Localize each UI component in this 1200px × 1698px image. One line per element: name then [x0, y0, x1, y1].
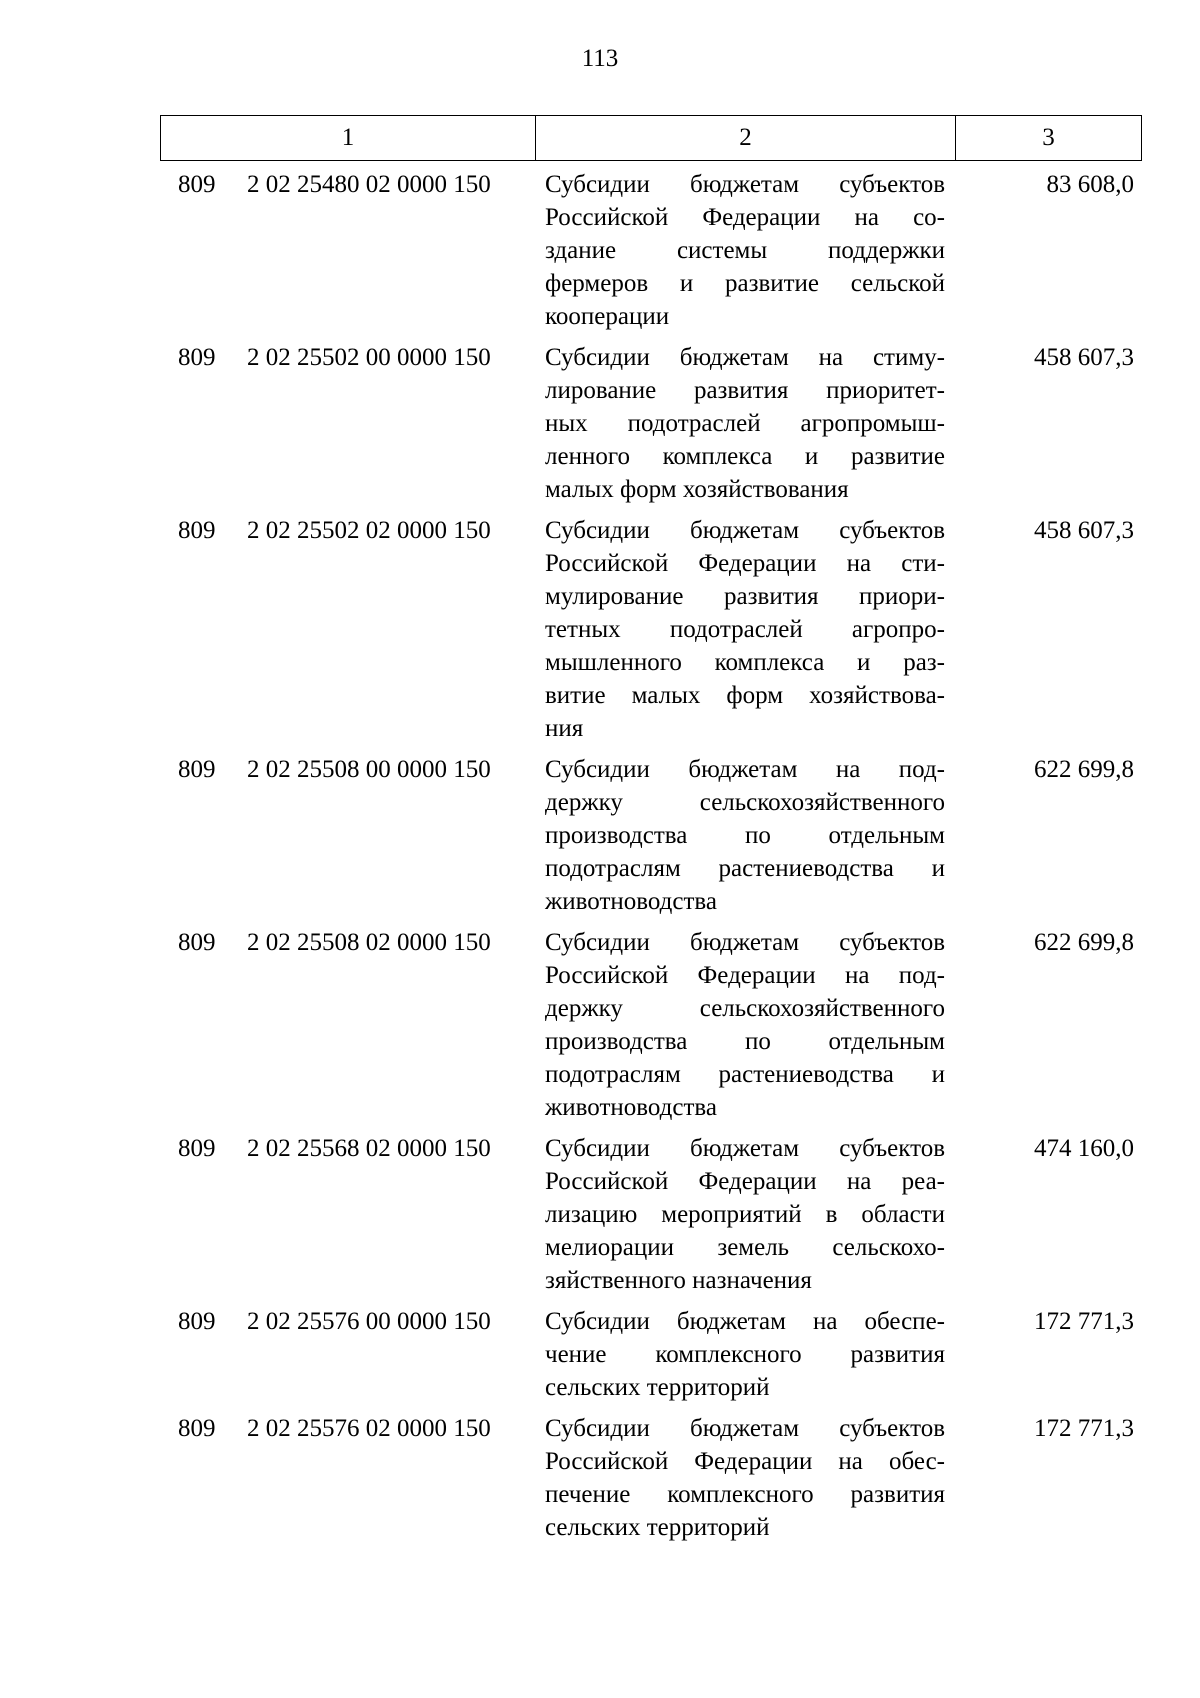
table-row — [0, 168, 1200, 333]
description-line: Субсидии бюджетам субъектов — [545, 1135, 945, 1162]
description-line: мышленного комплекса и раз- — [545, 649, 945, 676]
header-col-3: 3 — [1042, 124, 1055, 151]
description-line: Субсидии бюджетам на под- — [545, 756, 945, 783]
description-line: ленного комплекса и развитие — [545, 443, 945, 470]
budget-code: 2 02 25502 00 0000 150 — [247, 344, 491, 371]
description-line: сельских территорий — [545, 1514, 770, 1541]
description-line: Российской Федерации на сти- — [545, 550, 945, 577]
budget-code: 2 02 25502 02 0000 150 — [247, 517, 491, 544]
admin-code: 809 — [178, 929, 216, 956]
admin-code: 809 — [178, 1308, 216, 1335]
description-line: зяйственного назначения — [545, 1267, 812, 1294]
description-line: Субсидии бюджетам субъектов — [545, 929, 945, 956]
description-line: Субсидии бюджетам субъектов — [545, 171, 945, 198]
description-line: витие малых форм хозяйствова- — [545, 682, 945, 709]
table-row — [0, 1305, 1200, 1404]
admin-code: 809 — [178, 1135, 216, 1162]
budget-code: 2 02 25508 02 0000 150 — [247, 929, 491, 956]
description-line: сельских территорий — [545, 1374, 770, 1401]
description — [545, 1305, 945, 1404]
description-line: печение комплексного развития — [545, 1481, 945, 1508]
amount: 458 607,3 — [1034, 344, 1134, 371]
table-row — [0, 514, 1200, 745]
description — [545, 168, 945, 333]
admin-code: 809 — [178, 344, 216, 371]
description-line: Субсидии бюджетам на стиму- — [545, 344, 945, 371]
description-line: Российской Федерации на под- — [545, 962, 945, 989]
description — [545, 1412, 945, 1544]
description-line: ных подотраслей агропромыш- — [545, 410, 945, 437]
description-line: держку сельскохозяйственного — [545, 789, 945, 816]
table-row — [0, 753, 1200, 918]
description — [545, 341, 945, 506]
description-line: Субсидии бюджетам субъектов — [545, 1415, 945, 1442]
admin-code: 809 — [178, 756, 216, 783]
amount: 622 699,8 — [1034, 929, 1134, 956]
admin-code: 809 — [178, 517, 216, 544]
amount: 172 771,3 — [1034, 1415, 1134, 1442]
budget-code: 2 02 25508 00 0000 150 — [247, 756, 491, 783]
budget-code: 2 02 25480 02 0000 150 — [247, 171, 491, 198]
description-line: фермеров и развитие сельской — [545, 270, 945, 297]
description-line: подотраслям растениеводства и — [545, 1061, 945, 1088]
description-line: подотраслям растениеводства и — [545, 855, 945, 882]
description-line: чение комплексного развития — [545, 1341, 945, 1368]
budget-code: 2 02 25576 02 0000 150 — [247, 1415, 491, 1442]
description-line: животноводства — [545, 888, 717, 915]
description-line: Российской Федерации на обес- — [545, 1448, 945, 1475]
table-row — [0, 1132, 1200, 1297]
table-row — [0, 926, 1200, 1124]
description-line: животноводства — [545, 1094, 717, 1121]
description-line: ния — [545, 715, 584, 742]
description-line: мулирование развития приори- — [545, 583, 945, 610]
description-line: здание системы поддержки — [545, 237, 945, 264]
description-line: Субсидии бюджетам на обеспе- — [545, 1308, 945, 1335]
description-line: производства по отдельным — [545, 822, 945, 849]
description-line: лизацию мероприятий в области — [545, 1201, 945, 1228]
description-line: кооперации — [545, 303, 670, 330]
description-line: малых форм хозяйствования — [545, 476, 849, 503]
description-line: Российской Федерации на реа- — [545, 1168, 945, 1195]
description — [545, 926, 945, 1124]
header-col-1: 1 — [161, 116, 536, 160]
table-row — [0, 341, 1200, 506]
description-line: тетных подотраслей агропро- — [545, 616, 945, 643]
admin-code: 809 — [178, 171, 216, 198]
description-line: Российской Федерации на со- — [545, 204, 945, 231]
amount: 474 160,0 — [1034, 1135, 1134, 1162]
header-col-2: 2 — [536, 116, 956, 160]
budget-code: 2 02 25576 00 0000 150 — [247, 1308, 491, 1335]
description-line: мелиорации земель сельскохо- — [545, 1234, 945, 1261]
description-line: производства по отдельным — [545, 1028, 945, 1055]
budget-code: 2 02 25568 02 0000 150 — [247, 1135, 491, 1162]
page-number: 113 — [581, 45, 619, 72]
description — [545, 1132, 945, 1297]
admin-code: 809 — [178, 1415, 216, 1442]
table-row — [0, 1412, 1200, 1544]
amount: 622 699,8 — [1034, 756, 1134, 783]
table-header — [160, 115, 1142, 161]
table-body — [0, 168, 1200, 1552]
amount: 172 771,3 — [1034, 1308, 1134, 1335]
description-line: лирование развития приоритет- — [545, 377, 945, 404]
description — [545, 514, 945, 745]
amount: 83 608,0 — [1046, 171, 1134, 198]
description-line: Субсидии бюджетам субъектов — [545, 517, 945, 544]
description-line: держку сельскохозяйственного — [545, 995, 945, 1022]
amount: 458 607,3 — [1034, 517, 1134, 544]
description — [545, 753, 945, 918]
